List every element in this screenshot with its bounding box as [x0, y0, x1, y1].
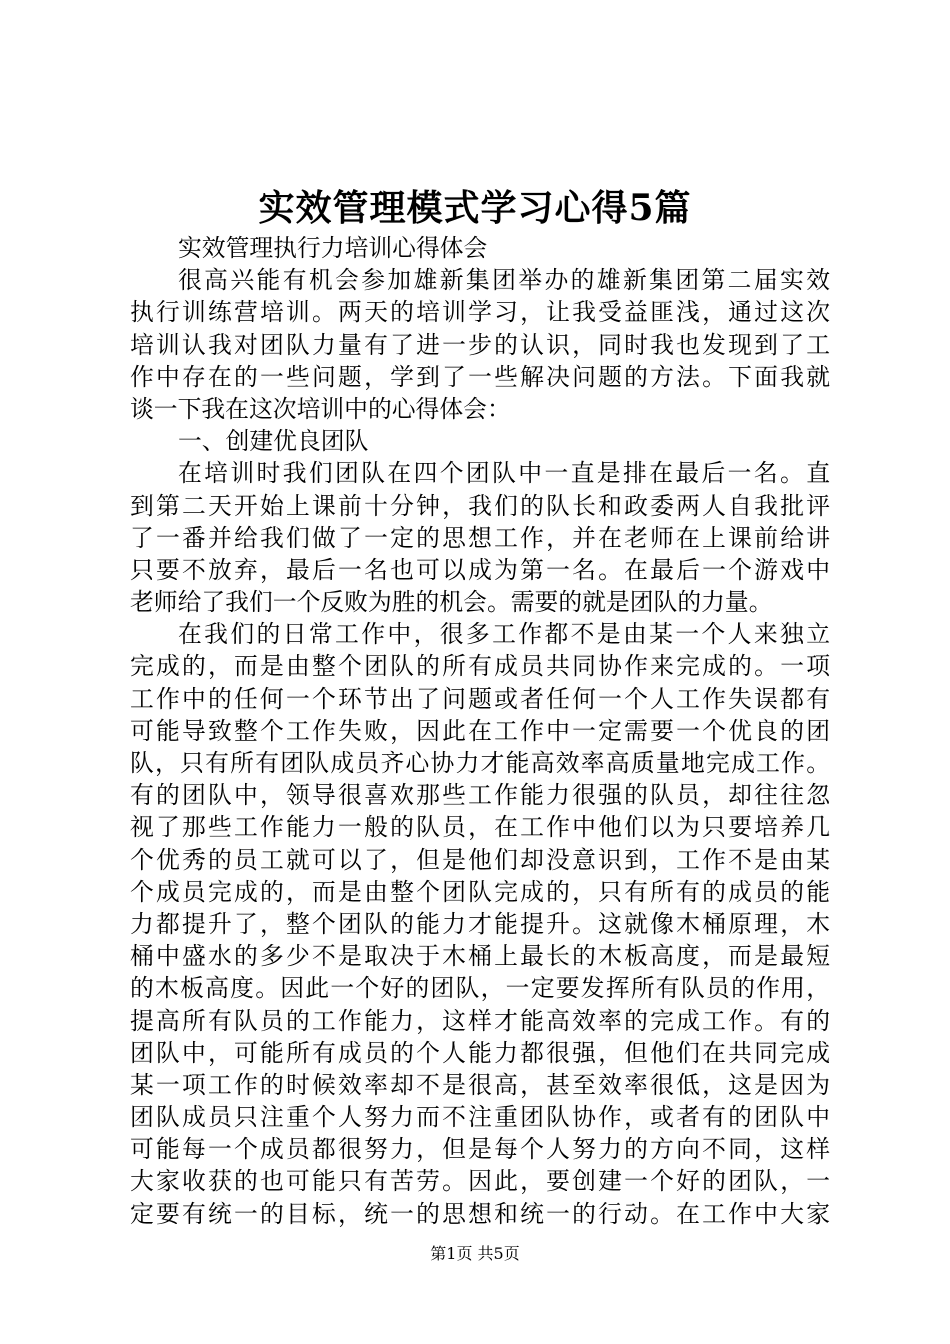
text-line: 有的团队中，领导很喜欢那些工作能力很强的队员，却往往忽 — [130, 781, 830, 810]
text-line: 培训认我对团队力量有了进一步的认识，同时我也发现到了工 — [130, 330, 830, 359]
text-line: 力都提升了，整个团队的能力才能提升。这就像木桶原理，木 — [130, 909, 830, 938]
text-line: 老师给了我们一个反败为胜的机会。需要的就是团队的力量。 — [130, 588, 773, 617]
text-line: 个成员完成的，而是由整个团队完成的，只有所有的成员的能 — [130, 877, 830, 906]
section-heading-team: 一、创建优良团队 — [178, 427, 369, 456]
text-line: 了一番并给我们做了一定的思想工作，并在老师在上课前给讲 — [130, 523, 830, 552]
text-line: 完成的，而是由整个团队的所有成员共同协作来完成的。一项 — [130, 652, 830, 681]
document-title: 实效管理模式学习心得5篇 — [258, 187, 692, 229]
text-line: 大家收获的也可能只有苦劳。因此，要创建一个好的团队，一 — [130, 1167, 830, 1196]
text-line: 工作中的任何一个环节出了问题或者任何一个人工作失误都有 — [130, 684, 830, 713]
text-line: 团队中，可能所有成员的个人能力都很强，但他们在共同完成 — [130, 1038, 830, 1067]
text-line: 在我们的日常工作中，很多工作都不是由某一个人来独立 — [178, 620, 830, 649]
text-line: 团队成员只注重个人努力而不注重团队协作，或者有的团队中 — [130, 1103, 830, 1132]
text-line: 提高所有队员的工作能力，这样才能高效率的完成工作。有的 — [130, 1006, 830, 1035]
text-line: 定要有统一的目标，统一的思想和统一的行动。在工作中大家 — [130, 1199, 830, 1228]
text-line: 作中存在的一些问题，学到了一些解决问题的方法。下面我就 — [130, 362, 830, 391]
text-line: 队，只有所有团队成员齐心协力才能高效率高质量地完成工作。 — [130, 749, 830, 777]
document-body — [130, 232, 830, 1230]
text-line: 可能导致整个工作失败，因此在工作中一定需要一个优良的团 — [130, 716, 830, 745]
text-line: 只要不放弃，最后一名也可以成为第一名。在最后一个游戏中 — [130, 555, 830, 584]
text-line: 谈一下我在这次培训中的心得体会： — [130, 394, 511, 423]
text-line: 桶中盛水的多少不是取决于木桶上最长的木板高度，而是最短 — [130, 942, 830, 971]
text-line: 可能每一个成员都很努力，但是每个人努力的方向不同，这样 — [130, 1135, 830, 1164]
text-line: 很高兴能有机会参加雄新集团举办的雄新集团第二届实效 — [178, 266, 830, 295]
text-line: 执行训练营培训。两天的培训学习，让我受益匪浅，通过这次 — [130, 298, 830, 327]
text-line: 到第二天开始上课前十分钟，我们的队长和政委两人自我批评 — [130, 491, 830, 520]
text-line: 某一项工作的时候效率却不是很高，甚至效率很低，这是因为 — [130, 1070, 830, 1099]
section-heading-training: 实效管理执行力培训心得体会 — [178, 234, 488, 262]
text-line: 在培训时我们团队在四个团队中一直是排在最后一名。直 — [178, 459, 830, 488]
text-line: 个优秀的员工就可以了，但是他们却没意识到，工作不是由某 — [130, 845, 830, 874]
text-line: 视了那些工作能力一般的队员，在工作中他们以为只要培养几 — [130, 813, 830, 842]
page-number-footer: 第1页 共5页 — [430, 1244, 520, 1263]
text-line: 的木板高度。因此一个好的团队，一定要发挥所有队员的作用， — [130, 974, 830, 1003]
